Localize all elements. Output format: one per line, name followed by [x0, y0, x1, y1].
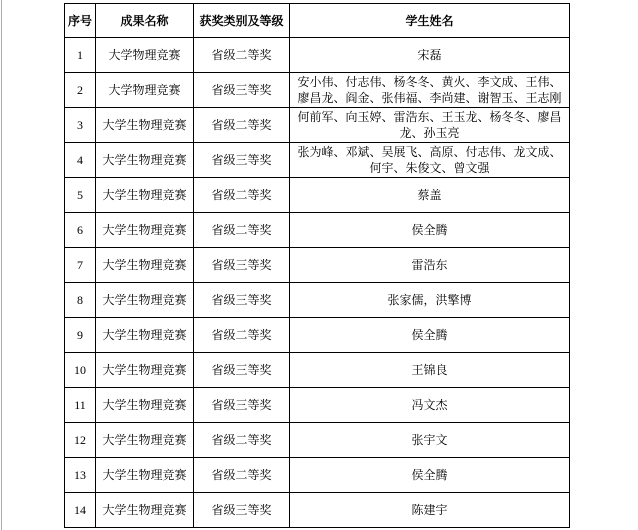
table-row: [65, 388, 570, 423]
cell-award: 省级二等奖: [194, 213, 290, 248]
cell-name: 大学物理竞赛: [96, 73, 194, 108]
cell-students: 蔡盖: [290, 178, 570, 213]
cell-award: 省级二等奖: [194, 178, 290, 213]
cell-name: 大学生物理竞赛: [96, 318, 194, 353]
cell-no: 8: [65, 283, 96, 318]
cell-students: 何前军、向玉婷、雷浩东、王玉龙、杨冬冬、廖昌龙、孙玉亮: [290, 108, 570, 143]
cell-name: 大学生物理竞赛: [96, 353, 194, 388]
header-name: 成果名称: [96, 4, 194, 38]
cell-name: 大学物理竞赛: [96, 38, 194, 73]
cell-no: 6: [65, 213, 96, 248]
cell-award: 省级三等奖: [194, 353, 290, 388]
table-row: [65, 423, 570, 458]
cell-students: 王锦良: [290, 353, 570, 388]
table-row: [65, 248, 570, 283]
table-row: [65, 283, 570, 318]
cell-name: 大学生物理竞赛: [96, 213, 194, 248]
cell-no: 2: [65, 73, 96, 108]
cell-award: 省级二等奖: [194, 108, 290, 143]
table-row: [65, 178, 570, 213]
cell-no: 5: [65, 178, 96, 213]
cell-no: 14: [65, 493, 96, 528]
cell-award: 省级三等奖: [194, 283, 290, 318]
cell-no: 10: [65, 353, 96, 388]
cell-name: 大学生物理竞赛: [96, 493, 194, 528]
cell-award: 省级二等奖: [194, 318, 290, 353]
cell-no: 1: [65, 38, 96, 73]
table-row: [65, 143, 570, 178]
cell-name: 大学生物理竞赛: [96, 458, 194, 493]
page-edge-line: [1, 0, 2, 530]
awards-table: [64, 3, 570, 528]
table-row: [65, 108, 570, 143]
table-row: [65, 73, 570, 108]
cell-name: 大学生物理竞赛: [96, 388, 194, 423]
cell-award: 省级三等奖: [194, 143, 290, 178]
cell-no: 12: [65, 423, 96, 458]
header-no: 序号: [65, 4, 96, 38]
cell-students: 宋磊: [290, 38, 570, 73]
cell-students: 冯文杰: [290, 388, 570, 423]
cell-students: 张家儒，洪擎博: [290, 283, 570, 318]
cell-no: 3: [65, 108, 96, 143]
table-row: [65, 458, 570, 493]
cell-name: 大学生物理竞赛: [96, 143, 194, 178]
table-row: [65, 318, 570, 353]
table-row: [65, 38, 570, 73]
cell-award: 省级二等奖: [194, 458, 290, 493]
cell-students: 陈建宇: [290, 493, 570, 528]
cell-award: 省级三等奖: [194, 248, 290, 283]
cell-name: 大学生物理竞赛: [96, 108, 194, 143]
table-row: [65, 353, 570, 388]
cell-award: 省级三等奖: [194, 73, 290, 108]
cell-award: 省级二等奖: [194, 423, 290, 458]
cell-award: 省级三等奖: [194, 493, 290, 528]
cell-students: 张宇文: [290, 423, 570, 458]
cell-award: 省级三等奖: [194, 388, 290, 423]
header-row: [65, 4, 570, 38]
cell-name: 大学生物理竞赛: [96, 178, 194, 213]
cell-name: 大学生物理竞赛: [96, 248, 194, 283]
cell-no: 13: [65, 458, 96, 493]
cell-students: 张为峰、邓斌、吴展飞、高原、付志伟、龙文成、何宇、朱俊文、曾文强: [290, 143, 570, 178]
header-students: 学生姓名: [290, 4, 570, 38]
cell-students: 侯全腾: [290, 458, 570, 493]
cell-no: 7: [65, 248, 96, 283]
cell-no: 9: [65, 318, 96, 353]
header-award: 获奖类别及等级: [194, 4, 290, 38]
cell-name: 大学生物理竞赛: [96, 423, 194, 458]
table-row: [65, 493, 570, 528]
cell-no: 11: [65, 388, 96, 423]
cell-students: 侯全腾: [290, 213, 570, 248]
cell-students: 安小伟、付志伟、杨冬冬、黄火、李文成、王伟、廖昌龙、阎金、张伟福、李尚建、谢智玉、王志刚: [290, 73, 570, 108]
cell-students: 雷浩东: [290, 248, 570, 283]
cell-no: 4: [65, 143, 96, 178]
table-body: [65, 38, 570, 528]
cell-name: 大学生物理竞赛: [96, 283, 194, 318]
table-row: [65, 213, 570, 248]
cell-students: 侯全腾: [290, 318, 570, 353]
cell-award: 省级二等奖: [194, 38, 290, 73]
